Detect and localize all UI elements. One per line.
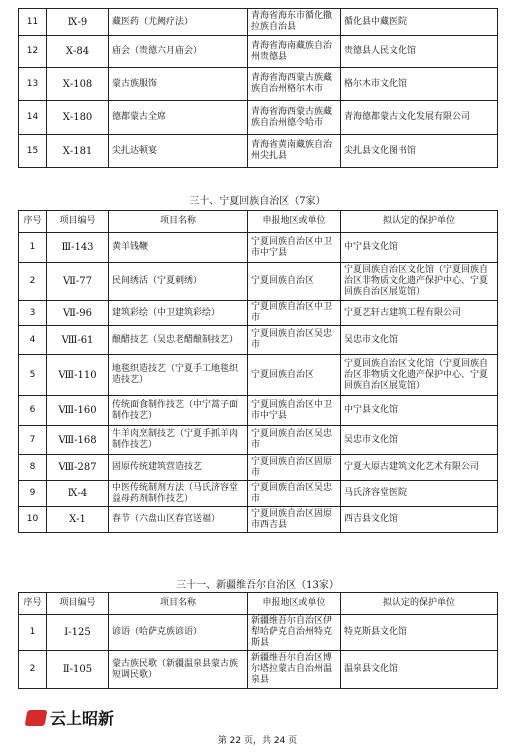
project-code: Ⅹ-180 [47, 101, 109, 135]
column-header-protection-unit: 拟认定的保护单位 [341, 593, 498, 615]
row-number: 12 [19, 36, 47, 68]
column-header-protection-unit: 拟认定的保护单位 [341, 211, 498, 233]
logo-mark-icon [25, 710, 48, 726]
watermark-logo [26, 706, 114, 729]
declaring-region: 青海省海东市循化撒拉族自治县 [248, 9, 341, 36]
protection-unit: 中宁县文化馆 [341, 396, 498, 426]
row-number: 6 [19, 396, 47, 426]
row-number: 15 [19, 135, 47, 168]
protection-unit: 青海德都蒙古文化发展有限公司 [341, 101, 498, 135]
protection-unit: 贵德县人民文化馆 [341, 36, 498, 68]
declaring-region: 宁夏回族自治区中卫市中宁县 [248, 396, 341, 426]
declaring-region: 宁夏回族自治区吴忠市 [248, 481, 341, 507]
table-row [19, 135, 498, 168]
declaring-region: 宁夏回族自治区中卫市 [248, 301, 341, 326]
row-number: 11 [19, 9, 47, 36]
project-name: 酿醋技艺（吴忠老醋酿制技艺） [109, 326, 248, 355]
column-header-project-code: 项目编号 [47, 593, 109, 615]
protection-unit: 宁夏大原古建筑文化艺术有限公司 [341, 455, 498, 481]
protection-unit: 西吉县文化馆 [341, 507, 498, 533]
project-code: Ⅷ-160 [47, 396, 109, 426]
ningxia-table [18, 210, 498, 533]
project-code: Ⅹ-84 [47, 36, 109, 68]
row-number: 9 [19, 481, 47, 507]
table-row [19, 355, 498, 396]
protection-unit: 循化县中藏医院 [341, 9, 498, 36]
project-name: 德都蒙古全席 [109, 101, 248, 135]
declaring-region: 宁夏回族自治区固原市西吉县 [248, 507, 341, 533]
protection-unit: 宁夏回族自治区文化馆（宁夏回族自治区非物质文化遗产保护中心、宁夏回族自治区展览馆） [341, 263, 498, 301]
protection-unit: 温泉县文化馆 [341, 651, 498, 689]
declaring-region: 青海省海南藏族自治州贵德县 [248, 36, 341, 68]
table-row [19, 426, 498, 455]
project-name: 固原传统建筑营造技艺 [109, 455, 248, 481]
table-row [19, 9, 498, 36]
table-row [19, 301, 498, 326]
declaring-region: 宁夏回族自治区吴忠市 [248, 426, 341, 455]
declaring-region: 青海省海西蒙古族藏族自治州德令哈市 [248, 101, 341, 135]
protection-unit: 特克斯县文化馆 [341, 615, 498, 651]
protection-unit: 中宁县文化馆 [341, 233, 498, 263]
column-header-row-number: 序号 [19, 593, 47, 615]
project-code: Ⅹ-181 [47, 135, 109, 168]
table-row [19, 615, 498, 651]
project-name: 民间绣活（宁夏刺绣） [109, 263, 248, 301]
project-code: Ⅶ-96 [47, 301, 109, 326]
row-number: 1 [19, 615, 47, 651]
qinghai-table [18, 8, 498, 168]
project-name: 蒙古族服饰 [109, 68, 248, 101]
row-number: 10 [19, 507, 47, 533]
project-name: 蒙古族民歌（新疆温泉县蒙古族短调民歌） [109, 651, 248, 689]
column-header-project-name: 项目名称 [109, 593, 248, 615]
project-code: Ⅸ-4 [47, 481, 109, 507]
project-code: Ⅹ-1 [47, 507, 109, 533]
declaring-region: 宁夏回族自治区中卫市中宁县 [248, 233, 341, 263]
project-name: 春节（六盘山区春官送福） [109, 507, 248, 533]
protection-unit: 吴忠市文化馆 [341, 326, 498, 355]
project-name: 谚语（哈萨克族谚语） [109, 615, 248, 651]
column-header-row-number: 序号 [19, 211, 47, 233]
table-row [19, 481, 498, 507]
project-code: Ⅹ-108 [47, 68, 109, 101]
project-name: 建筑彩绘（中卫建筑彩绘） [109, 301, 248, 326]
row-number: 14 [19, 101, 47, 135]
row-number: 2 [19, 263, 47, 301]
row-number: 5 [19, 355, 47, 396]
declaring-region: 宁夏回族自治区 [248, 355, 341, 396]
protection-unit: 宁夏艺轩古建筑工程有限公司 [341, 301, 498, 326]
declaring-region: 新疆维吾尔自治区伊犁哈萨克自治州特克斯县 [248, 615, 341, 651]
protection-unit: 宁夏回族自治区文化馆（宁夏回族自治区非物质文化遗产保护中心、宁夏回族自治区展览馆） [341, 355, 498, 396]
row-number: 1 [19, 233, 47, 263]
project-name: 黄羊钱鞭 [109, 233, 248, 263]
project-code: Ⅶ-77 [47, 263, 109, 301]
table-row [19, 455, 498, 481]
project-code: Ⅷ-110 [47, 355, 109, 396]
section-30-title: 三十、宁夏回族自治区（7家） [189, 196, 326, 207]
project-code: Ⅱ-105 [47, 651, 109, 689]
project-name: 尖扎达顿宴 [109, 135, 248, 168]
protection-unit: 格尔木市文化馆 [341, 68, 498, 101]
project-code: Ⅷ-168 [47, 426, 109, 455]
table-row [19, 263, 498, 301]
declaring-region: 青海省黄南藏族自治州尖扎县 [248, 135, 341, 168]
protection-unit: 尖扎县文化图书馆 [341, 135, 498, 168]
declaring-region: 宁夏回族自治区吴忠市 [248, 326, 341, 355]
table-row [19, 396, 498, 426]
section-31-title: 三十一、新疆维吾尔自治区（13家） [176, 580, 339, 591]
project-name: 庙会（贵德六月庙会） [109, 36, 248, 68]
column-header-declaring-region: 申报地区或单位 [248, 211, 341, 233]
project-code: Ⅲ-143 [47, 233, 109, 263]
project-code: Ⅰ-125 [47, 615, 109, 651]
declaring-region: 新疆维吾尔自治区博尔塔拉蒙古自治州温泉县 [248, 651, 341, 689]
protection-unit: 马氏济容堂医院 [341, 481, 498, 507]
project-name: 地毯织造技艺（宁夏手工地毯织造技艺） [109, 355, 248, 396]
column-header-project-name: 项目名称 [109, 211, 248, 233]
project-name: 传统面食制作技艺（中宁蒿子面制作技艺） [109, 396, 248, 426]
project-code: Ⅷ-61 [47, 326, 109, 355]
row-number: 3 [19, 301, 47, 326]
table-row [19, 651, 498, 689]
declaring-region: 青海省海西蒙古族藏族自治州格尔木市 [248, 68, 341, 101]
ningxia-table-header [19, 211, 498, 233]
table-row [19, 233, 498, 263]
watermark-text: 云上昭新 [50, 709, 115, 728]
row-number: 13 [19, 68, 47, 101]
table-row [19, 68, 498, 101]
declaring-region: 宁夏回族自治区固原市 [248, 455, 341, 481]
column-header-project-code: 项目编号 [47, 211, 109, 233]
project-name: 牛羊肉烹制技艺（宁夏手抓羊肉制作技艺） [109, 426, 248, 455]
table-row [19, 326, 498, 355]
column-header-declaring-region: 申报地区或单位 [248, 593, 341, 615]
table-row [19, 101, 498, 135]
table-row [19, 507, 498, 533]
table-row [19, 36, 498, 68]
xinjiang-table [18, 592, 498, 689]
project-code: Ⅷ-287 [47, 455, 109, 481]
row-number: 4 [19, 326, 47, 355]
row-number: 8 [19, 455, 47, 481]
protection-unit: 吴忠市文化馆 [341, 426, 498, 455]
declaring-region: 宁夏回族自治区 [248, 263, 341, 301]
row-number: 7 [19, 426, 47, 455]
row-number: 2 [19, 651, 47, 689]
project-code: Ⅸ-9 [47, 9, 109, 36]
xinjiang-table-header [19, 593, 498, 615]
page-number: 第 22 页，共 24 页 [217, 736, 298, 746]
project-name: 中医传统制剂方法（马氏济容堂益母药剂制作技艺） [109, 481, 248, 507]
project-name: 藏医药（尤阙疗法） [109, 9, 248, 36]
